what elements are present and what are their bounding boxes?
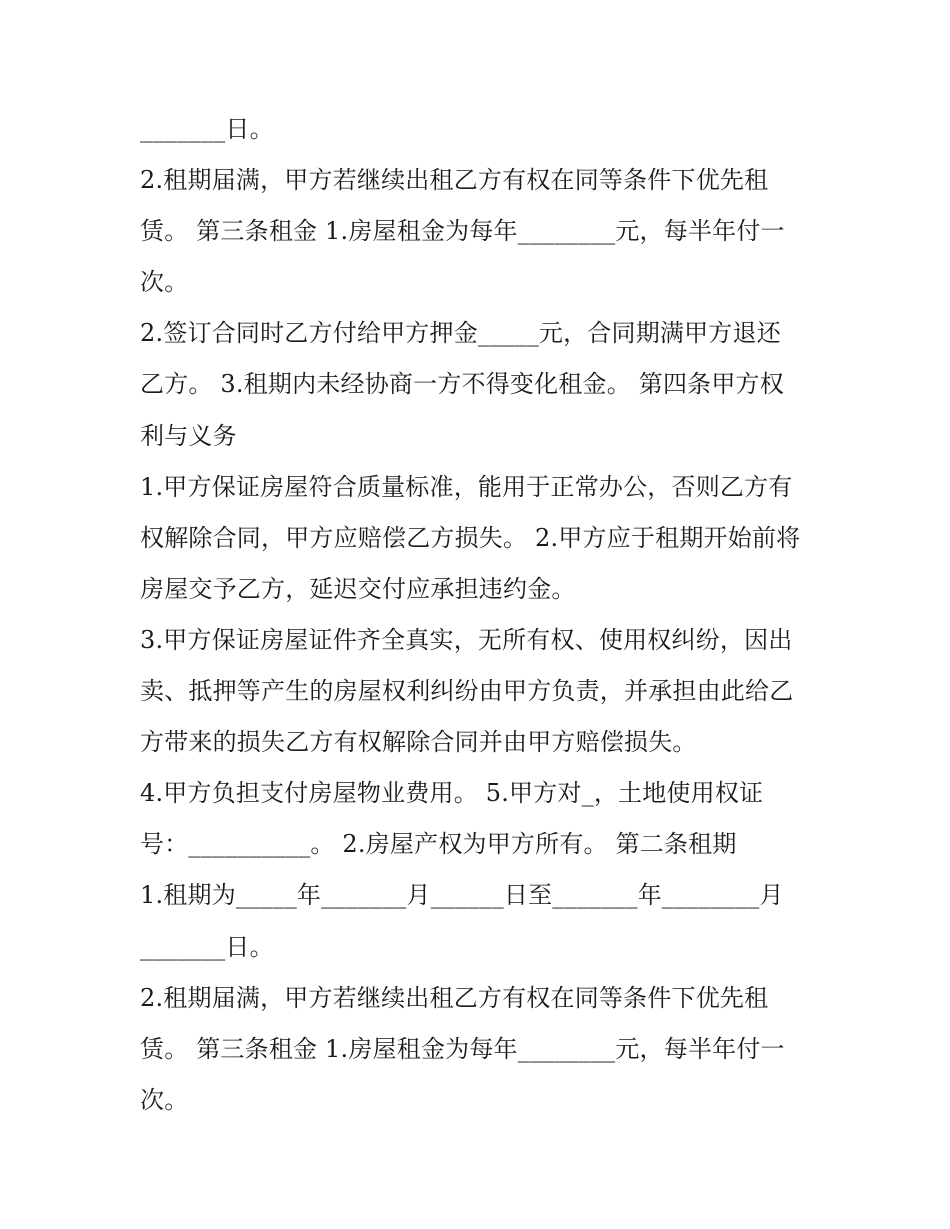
- text-line: 号：__________。 2.房屋产权为甲方所有。 第二条租期: [140, 830, 737, 859]
- text-line: 赁。 第三条租金 1.房屋租金为每年________元，每半年付一: [140, 217, 785, 246]
- text-line: 方带来的损失乙方有权解除合同并由甲方赔偿损失。: [140, 728, 697, 757]
- text-line: 1.甲方保证房屋符合质量标准，能用于正常办公，否则乙方有: [140, 472, 793, 501]
- text-line: 2.租期届满，甲方若继续出租乙方有权在同等条件下优先租: [140, 983, 769, 1012]
- text-line: 乙方。 3.租期内未经协商一方不得变化租金。 第四条甲方权: [140, 370, 784, 399]
- text-line: _______日。: [140, 932, 274, 961]
- text-line: 3.甲方保证房屋证件齐全真实，无所有权、使用权纠纷，因出: [140, 625, 793, 654]
- text-line: _______日。: [140, 115, 274, 143]
- text-line: 权解除合同，甲方应赔偿乙方损失。 2.甲方应于租期开始前将: [140, 523, 801, 552]
- text-line: 房屋交予乙方，延迟交付应承担违约金。: [140, 574, 576, 603]
- text-line: 卖、抵押等产生的房屋权利纠纷由甲方负责，并承担由此给乙: [140, 677, 794, 706]
- text-line: 1.租期为_____年_______月______日至_______年________月: [140, 881, 784, 910]
- text-line: 2.租期届满，甲方若继续出租乙方有权在同等条件下优先租: [140, 166, 769, 195]
- text-line: 利与义务: [140, 421, 237, 450]
- text-line: 4.甲方负担支付房屋物业费用。 5.甲方对_，土地使用权证: [140, 779, 764, 808]
- text-line: 次。: [140, 1085, 189, 1114]
- text-line: 2.签订合同时乙方付给甲方押金_____元，合同期满甲方退还: [140, 319, 781, 348]
- text-line: 赁。 第三条租金 1.房屋租金为每年________元，每半年付一: [140, 1034, 785, 1063]
- text-line: 次。: [140, 268, 189, 297]
- document-body: [140, 104, 830, 1126]
